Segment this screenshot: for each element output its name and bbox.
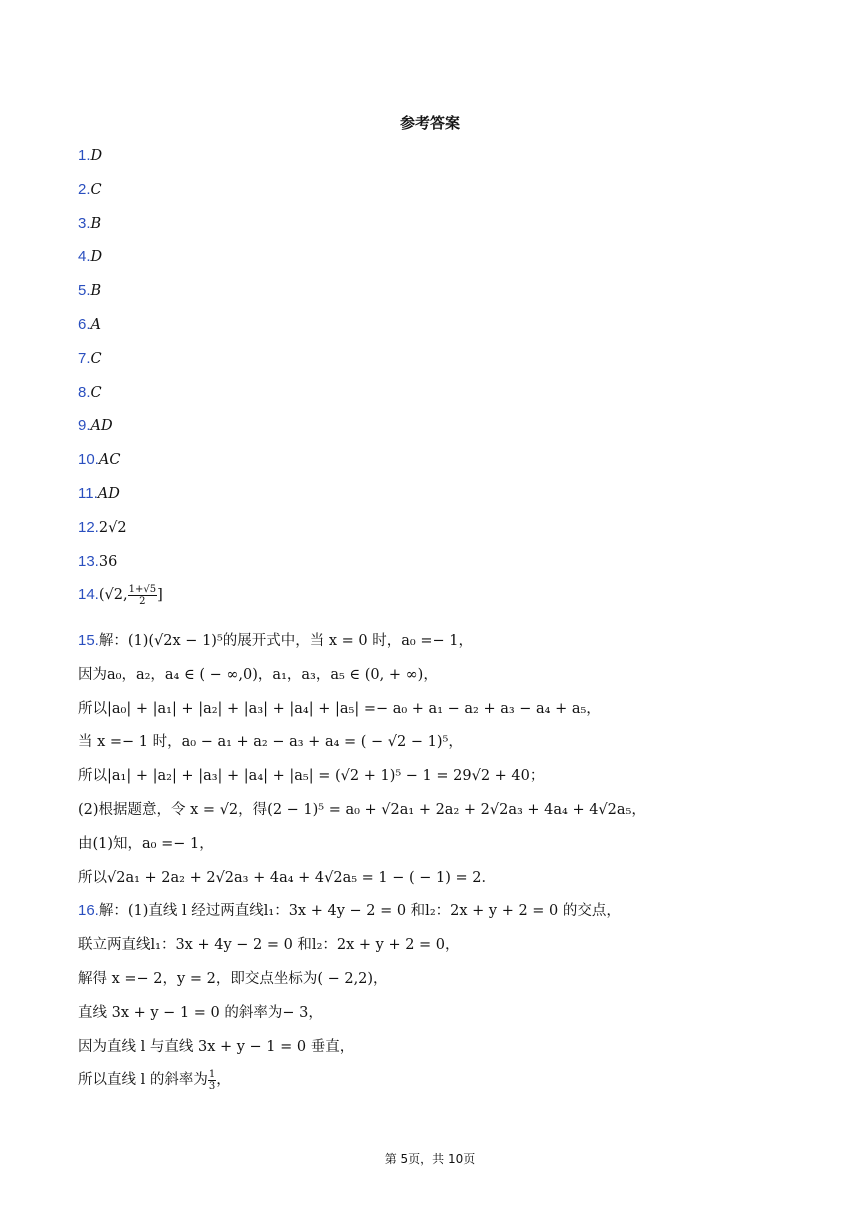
answer-number: 14. (78, 586, 99, 604)
fraction-denominator: 3 (208, 1080, 216, 1092)
answer-number: 13. (78, 552, 99, 570)
answer-number: 5. (78, 282, 91, 300)
answer-number: 10. (78, 451, 99, 469)
solution-line: 直线 3x + y − 1 = 0 的斜率为− 3， (78, 1004, 323, 1021)
answer-value-open: (√2, (98, 587, 128, 604)
solution-line (78, 1067, 838, 1101)
solution-line: 联立两直线l₁：3x + 4y − 2 = 0 和l₂：2x + y + 2 = 0， (78, 937, 460, 954)
answer-value: 2√2 (98, 519, 127, 536)
answer-value: C (90, 384, 102, 401)
answer-fraction (128, 584, 157, 607)
solution-line: 因为a₀，a₂，a₄ ∈ ( − ∞,0)，a₁，a₃，a₅ ∈ (0, + ∞)， (78, 666, 438, 683)
answer-value: AC (98, 452, 121, 469)
question-number-16: 16. (78, 902, 99, 920)
answer-item (78, 346, 163, 380)
answer-item (78, 582, 163, 616)
answer-item (78, 413, 163, 447)
answer-item (78, 143, 163, 177)
answer-value: C (90, 350, 102, 367)
page-title: 参考答案 (399, 114, 460, 132)
solution-line (78, 898, 838, 932)
answer-number: 9. (78, 417, 91, 435)
solution-line (78, 628, 838, 662)
page-footer: 第 5页，共 10页 (384, 1152, 476, 1166)
answer-number: 8. (78, 383, 91, 401)
answer-item (78, 244, 163, 278)
answer-item (78, 481, 163, 515)
answer-number: 7. (78, 349, 91, 367)
solution-text: ， (216, 1072, 231, 1089)
answer-value: B (90, 283, 102, 300)
answer-value: A (90, 316, 101, 333)
solution-line: (2)根据题意，令 x = √2，得(2 − 1)⁵ = a₀ + √2a₁ + 2a₂ + 2√2a₃ + 4a₄ + 4√2a₅， (78, 801, 646, 818)
solution-text: 所以直线 l 的斜率为 (78, 1072, 208, 1089)
solution-line: 所以√2a₁ + 2a₂ + 2√2a₃ + 4a₄ + 4√2a₅ = 1 − ( − 1) = 2． (78, 869, 497, 886)
solution-line: 解得 x =− 2，y = 2，即交点坐标为( − 2,2)， (78, 970, 388, 987)
answer-value: AD (97, 485, 120, 502)
answer-item (78, 380, 163, 414)
question-number-15: 15. (78, 632, 99, 649)
answer-value: B (90, 215, 102, 232)
answer-item (78, 515, 163, 549)
answer-item (78, 278, 163, 312)
answer-number: 4. (78, 248, 91, 266)
answer-number: 1. (78, 147, 91, 164)
answer-value: D (90, 249, 103, 266)
answer-number: 11. (78, 484, 98, 502)
answer-value: AD (90, 418, 113, 435)
solution-line: 所以|a₀| + |a₁| + |a₂| + |a₃| + |a₄| + |a₅| =− a₀ + a₁ − a₂ + a₃ − a₄ + a₅， (78, 700, 601, 717)
fraction-numerator: 1+√5 (128, 583, 157, 595)
fraction-denominator: 2 (139, 595, 146, 607)
answer-item (78, 549, 163, 583)
solution-text: 解：(1)(√2x − 1)⁵的展开式中，当 x = 0 时，a₀ =− 1， (98, 633, 473, 649)
solution-text: 解：(1)直线 l 经过两直线l₁：3x + 4y − 2 = 0 和l₂：2x + y + 2 = 0 的交点， (98, 903, 621, 920)
solution-line: 所以|a₁| + |a₂| + |a₃| + |a₄| + |a₅| = (√2 + 1)⁵ − 1 = 29√2 + 40； (78, 768, 545, 785)
answer-value-close: ] (157, 587, 163, 604)
solution-line: 因为直线 l 与直线 3x + y − 1 = 0 垂直， (78, 1038, 355, 1055)
answer-item (78, 177, 163, 211)
solution-line: 当 x =− 1 时，a₀ − a₁ + a₂ − a₃ + a₄ = ( − √2 − 1)⁵， (78, 734, 463, 751)
answer-item (78, 447, 163, 481)
answer-number: 3. (78, 214, 91, 232)
solution-line: 由(1)知，a₀ =− 1， (78, 835, 214, 852)
answer-value: D (90, 148, 103, 164)
solutions (78, 628, 838, 1101)
fraction-numerator: 1 (208, 1068, 216, 1080)
answer-item (78, 211, 163, 245)
answer-number: 12. (78, 518, 99, 536)
slope-fraction (208, 1069, 216, 1092)
answer-number: 6. (78, 315, 91, 333)
answer-item (78, 312, 163, 346)
answer-number: 2. (78, 180, 91, 198)
answer-list (78, 143, 163, 616)
answer-value: C (90, 181, 102, 198)
answer-value: 36 (98, 553, 118, 570)
